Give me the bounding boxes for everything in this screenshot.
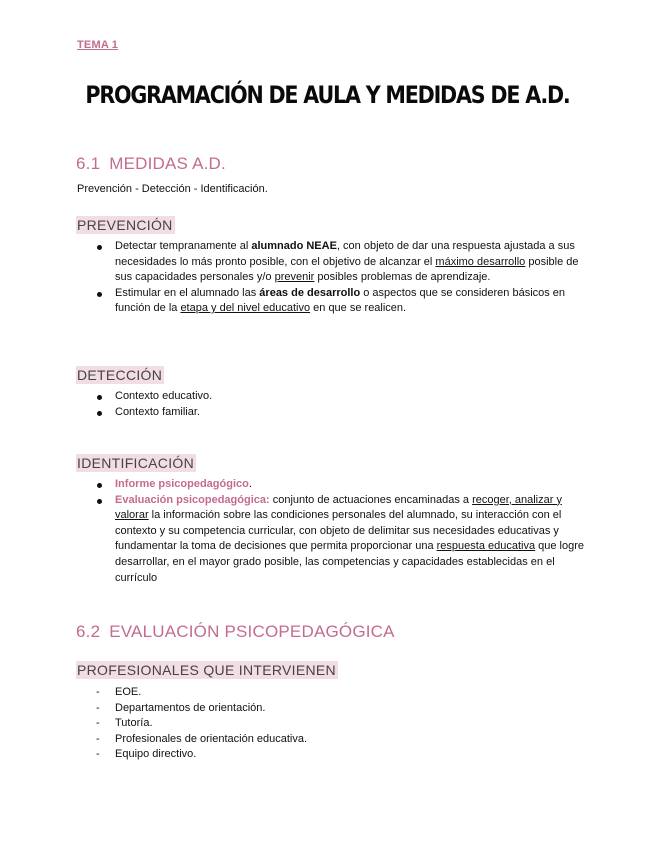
identificacion-heading: IDENTIFICACIÓN: [77, 455, 194, 471]
section-title: MEDIDAS A.D.: [109, 154, 226, 173]
list-item: - Equipo directivo.: [96, 747, 586, 763]
section-title: EVALUACIÓN PSICOPEDAGÓGICA: [109, 622, 395, 641]
list-item: - Tutoría.: [96, 716, 586, 732]
prevencion-list: [96, 239, 586, 317]
page-title: PROGRAMACIÓN DE AULA Y MEDIDAS DE A.D.: [85, 81, 570, 109]
list-item: Estimular en el alumnado las áreas de desarrollo o aspectos que se consideren básicos en función de la etapa y del nivel educativo en que se realicen.: [96, 286, 586, 317]
list-item: - EOE.: [96, 685, 586, 701]
section-6-1-heading: [76, 154, 226, 174]
list-item: Contexto familiar.: [96, 405, 586, 421]
list-item: Evaluación psicopedagógica: conjunto de actuaciones encaminadas a recoger, analizar y valorar la información sobre las condiciones personales del alumnado, su interacción con el contexto y su competencia curricular, con objeto de delimitar sus necesidades educativas y fundamentar la toma de decisiones que permita proporcionar una respuesta educativa que logre desarrollar, en el mayor grado posible, las competencias y capacidades establecidas en el currículo: [96, 493, 586, 587]
deteccion-list: [96, 389, 586, 420]
profesionales-list: [96, 685, 586, 763]
section-6-2-heading: [76, 622, 395, 642]
section-number: 6.1: [76, 154, 101, 173]
list-item: - Profesionales de orientación educativa.: [96, 732, 586, 748]
list-item: Informe psicopedagógico.: [96, 477, 586, 493]
section-number: 6.2: [76, 622, 101, 641]
list-item: - Departamentos de orientación.: [96, 701, 586, 717]
identificacion-list: [96, 477, 586, 586]
prevencion-heading: PREVENCIÓN: [77, 217, 173, 233]
tema-label: TEMA 1: [77, 39, 119, 51]
list-item: Contexto educativo.: [96, 389, 586, 405]
profesionales-heading: PROFESIONALES QUE INTERVIENEN: [77, 662, 336, 678]
deteccion-heading: DETECCIÓN: [77, 367, 163, 383]
list-item: Detectar tempranamente al alumnado NEAE, con objeto de dar una respuesta ajustada a sus necesidades lo más pronto posible, con el objetivo de alcanzar el máximo desarrollo posible de sus capacidades personales y/o prevenir posibles problemas de aprendizaje.: [96, 239, 586, 286]
section-intro: Prevención - Detección - Identificación.: [77, 183, 268, 195]
